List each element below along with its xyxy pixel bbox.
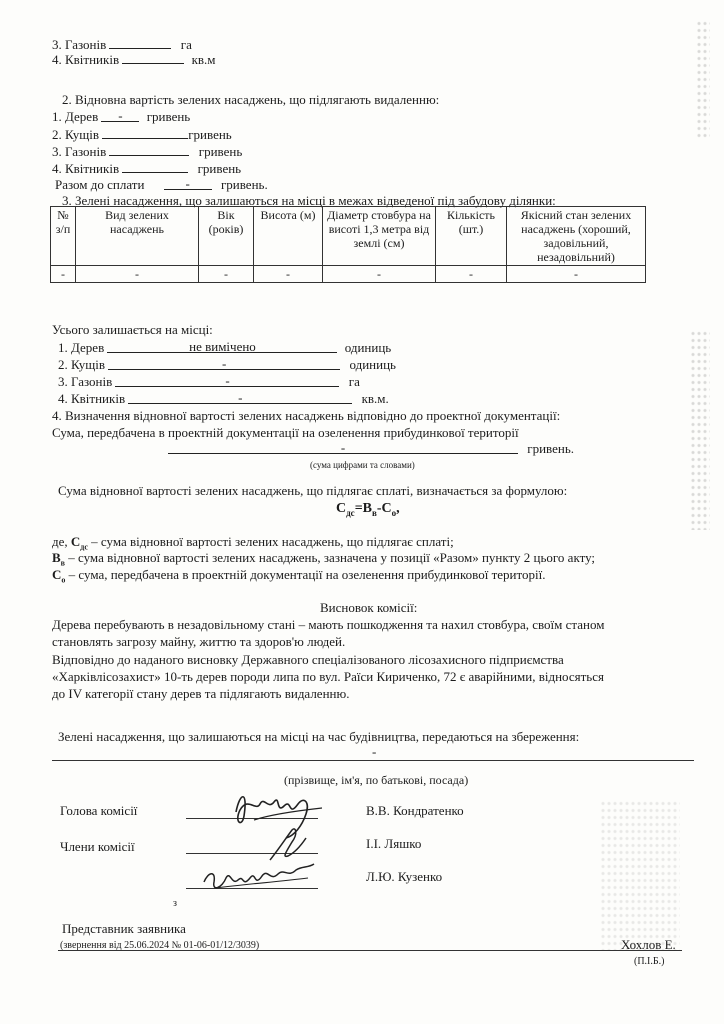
formula-def1-prefix: де, xyxy=(52,534,71,549)
member2-signature xyxy=(196,858,326,898)
formula-def3-symbol: $С_о$ xyxy=(52,567,66,585)
formula-def3-text: – сума, передбачена в проектній документації на озеленення прибудинкової території. xyxy=(65,567,546,582)
lawns-label: 3. Газонів xyxy=(52,37,107,52)
s2-lawns-label: 3. Газонів xyxy=(52,144,107,159)
s2-trees-label: 1. Дерев xyxy=(52,109,99,124)
col-condition: Якісний стан зелених насаджень (хороший, задовільний, незадовільний) xyxy=(507,207,646,266)
applicant-ref: (звернення від 25.06.2024 № 01-06-01/12/3039) xyxy=(60,940,260,951)
formula-def1-text: – сума відновної вартості зелених насаджень, що підлягає сплаті; xyxy=(87,534,454,549)
s2-shrubs-label: 2. Кущів xyxy=(52,127,99,142)
lawns-blank xyxy=(109,36,171,49)
table-cell: - xyxy=(254,266,323,283)
formula-def2-symbol: $В_в$ xyxy=(52,550,65,568)
rem-shrubs-label: 2. Кущів xyxy=(58,357,105,372)
col-age: Вік (років) xyxy=(199,207,254,266)
s2-flowers-unit: гривень xyxy=(197,161,242,176)
rem-shrubs-blank xyxy=(108,357,340,370)
preserve-text: Зелені насадження, що залишаються на місці на час будівництва, передаються на збереження: xyxy=(58,729,580,744)
rem-flowers-unit: кв.м. xyxy=(361,391,389,406)
s2-lawns-blank xyxy=(109,143,189,156)
table-cell: - xyxy=(51,266,76,283)
rem-shrubs-unit: одиниць xyxy=(349,357,396,372)
s2-lawns-row xyxy=(52,143,242,159)
section4-sum-caption: (сума цифрами та словами) xyxy=(310,460,415,470)
flowerbeds-row xyxy=(52,51,216,67)
scan-noise xyxy=(600,800,680,950)
rem-flowers-blank xyxy=(128,391,352,404)
rem-flowers-value: - xyxy=(238,390,243,405)
s2-lawns-unit: гривень xyxy=(198,144,243,159)
s2-trees-blank xyxy=(101,109,139,122)
s2-trees-row xyxy=(52,109,190,124)
table-row xyxy=(51,266,646,283)
col-number: № з/п xyxy=(51,207,76,266)
lawns-unit: га xyxy=(180,37,192,52)
rem-lawns-value: - xyxy=(225,373,230,388)
section2-heading: 2. Відновна вартість зелених насаджень, що підлягають видаленню: xyxy=(62,92,440,107)
applicant-caption: (П.І.Б.) xyxy=(634,956,665,967)
s2-shrubs-row xyxy=(52,126,232,142)
s2-flowers-blank xyxy=(122,160,188,173)
s2-trees-value: - xyxy=(118,108,123,123)
table-cell: - xyxy=(507,266,646,283)
flowerbeds-label: 4. Квітників xyxy=(52,52,120,67)
formula-def2-text: – сума відновної вартості зелених насаджень, зазначена у позиції «Разом» пункту 2 цього акту; xyxy=(65,550,596,565)
flowerbeds-unit: кв.м xyxy=(191,52,216,67)
rem-trees-row xyxy=(58,340,391,355)
rem-trees-value: не вимічено xyxy=(189,339,256,354)
section4-sum-value: - xyxy=(340,440,346,455)
section3-heading: 3. Зелені насадження, що залишаються на місці в межах відведеної під забудову ділянки: xyxy=(62,193,556,208)
rem-shrubs-value: - xyxy=(222,356,227,371)
lawns-row xyxy=(52,36,192,52)
s2-total-blank xyxy=(164,177,212,190)
scan-noise xyxy=(690,330,710,530)
rem-lawns-row xyxy=(58,374,360,389)
member2-name: Л.Ю. Кузенко xyxy=(366,869,443,884)
table-cell: - xyxy=(76,266,199,283)
preserve-line xyxy=(52,760,694,761)
table-cell: - xyxy=(199,266,254,283)
conclusion-line4: «Харківлісозахист» 10-ть дерев породи липа по вул. Раїси Кириченко, 72 є аварійними, відносяться xyxy=(52,669,604,684)
section4-sum-row xyxy=(168,441,574,456)
s2-total-value: - xyxy=(185,176,190,191)
s2-shrubs-blank xyxy=(102,126,188,139)
s2-total-unit: гривень. xyxy=(220,177,268,192)
s2-total-label: Разом до сплати xyxy=(55,177,145,192)
preserve-value: - xyxy=(372,744,377,759)
rem-trees-unit: одиниць xyxy=(344,340,392,355)
formula-def1-symbol: $С_{дс}$ xyxy=(70,534,88,552)
chair-label: Голова комісії xyxy=(60,803,138,818)
formula-expression: $С_{дс}=В_в-С_о$, xyxy=(336,501,400,518)
applicant-name: Хохлов Е. xyxy=(621,937,676,952)
flowerbeds-blank xyxy=(122,51,184,64)
conclusion-line1: Дерева перебувають в незадовільному стані – мають пошкодження та нахил стовбура, своїм станом xyxy=(52,617,605,632)
col-diameter: Діаметр стовбура на висоті 1,3 метра від землі (см) xyxy=(323,207,436,266)
table-cell: - xyxy=(436,266,507,283)
scan-noise xyxy=(696,20,710,140)
member1-name: І.І. Ляшко xyxy=(366,836,422,851)
rem-lawns-label: 3. Газонів xyxy=(58,374,113,389)
plantings-table xyxy=(50,206,646,283)
stray-mark: з xyxy=(173,898,177,909)
s2-flowers-label: 4. Квітників xyxy=(52,161,120,176)
formula-def3 xyxy=(52,567,545,588)
section4-sum-text: Сума, передбачена в проектній документації на озеленення прибудинкової території xyxy=(52,425,519,440)
members-label: Члени комісії xyxy=(60,839,135,854)
rem-trees-blank xyxy=(107,340,337,353)
conclusion-heading: Висновок комісії: xyxy=(320,600,418,615)
s2-flowers-row xyxy=(52,160,241,176)
section4-sum-blank xyxy=(168,441,518,454)
section4-heading: 4. Визначення відновної вартості зелених насаджень відповідно до проектної документації: xyxy=(52,408,561,423)
rem-flowers-label: 4. Квітників xyxy=(58,391,126,406)
remaining-heading: Усього залишається на місці: xyxy=(52,322,213,337)
conclusion-line2: становлять загрозу майну, життю та здоров'ю людей. xyxy=(52,634,346,649)
col-count: Кількість (шт.) xyxy=(436,207,507,266)
conclusion-line5: до IV категорії стану дерев та підлягають видаленню. xyxy=(52,686,350,701)
formula-intro: Сума відновної вартості зелених насаджень, що підлягає сплаті, визначається за формулою: xyxy=(58,483,568,498)
section4-sum-unit: гривень. xyxy=(527,441,575,456)
rem-trees-label: 1. Дерев xyxy=(58,340,105,355)
s2-total-row xyxy=(55,177,268,192)
applicant-line xyxy=(58,950,682,951)
applicant-label: Представник заявника xyxy=(62,921,186,936)
preserve-caption: (прізвище, ім'я, по батькові, посада) xyxy=(284,773,469,787)
rem-lawns-unit: га xyxy=(348,374,360,389)
col-type: Вид зелених насаджень xyxy=(76,207,199,266)
rem-lawns-blank xyxy=(115,374,339,387)
s2-shrubs-unit: гривень xyxy=(188,127,232,142)
conclusion-line3: Відповідно до наданого висновку Державного спеціалізованого лісозахисного підприємства xyxy=(52,652,564,667)
table-header-row xyxy=(51,207,646,266)
rem-flowers-row xyxy=(58,391,389,406)
table-cell: - xyxy=(323,266,436,283)
s2-trees-unit: гривень xyxy=(146,109,191,124)
chair-name: В.В. Кондратенко xyxy=(366,803,464,818)
col-height: Висота (м) xyxy=(254,207,323,266)
rem-shrubs-row xyxy=(58,357,396,372)
